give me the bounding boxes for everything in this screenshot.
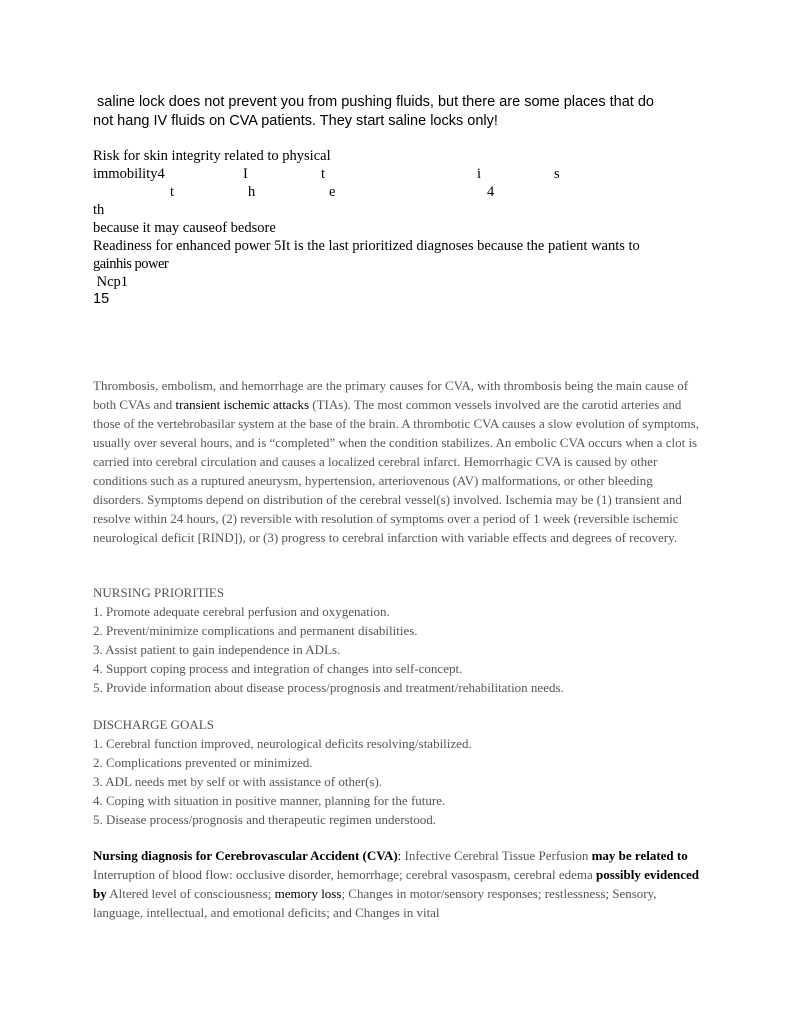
saline-lock-line-2: not hang IV fluids on CVA patients. They start saline locks only!	[93, 113, 498, 129]
ncp-label: Ncp1	[93, 274, 129, 290]
risk-letter: i	[477, 166, 482, 182]
may-be-related-label: may be related to	[591, 848, 688, 863]
readiness-line-1: Readiness for enhanced power 5It is the last prioritized diagnoses because the patient wants to	[93, 238, 640, 254]
possibly-evidenced-label: possibly evidenced by	[93, 867, 699, 901]
priority-item: 4. Support coping process and integration of changes into self-concept.	[93, 661, 463, 676]
risk-letter: I	[243, 166, 248, 182]
nursing-priorities-section	[93, 583, 703, 697]
cva-causes-paragraph	[93, 376, 703, 547]
risk-letter: s	[554, 166, 560, 182]
goal-item: 4. Coping with situation in positive manner, planning for the future.	[93, 793, 446, 808]
diagnosis-colon: :	[397, 848, 405, 863]
risk-line-3	[93, 183, 703, 201]
risk-letter: t	[321, 166, 326, 182]
risk-line-5: because it may causeof bedsore	[93, 220, 276, 236]
nursing-priorities-title: NURSING PRIORITIES	[93, 585, 225, 600]
discharge-goals-title: DISCHARGE GOALS	[93, 717, 214, 732]
readiness-line-2: gainhis power	[93, 256, 169, 272]
risk-letter: t	[170, 184, 175, 200]
goal-item: 5. Disease process/prognosis and therapeutic regimen understood.	[93, 812, 436, 827]
priority-item: 2. Prevent/minimize complications and permanent disabilities.	[93, 623, 418, 638]
risk-letter: e	[329, 184, 336, 200]
memory-loss-link[interactable]: memory loss	[274, 886, 342, 901]
saline-lock-line-1: saline lock does not prevent you from pushing fluids, but there are some places that do	[93, 94, 654, 110]
diagnosis-text-4: ; Changes in motor/sensory responses; restlessness; Sensory, language, intellectual, and emotional deficits; and Changes in vital	[93, 886, 657, 920]
risk-line-4: th	[93, 202, 105, 218]
risk-line-2-start: immobility4	[93, 166, 165, 182]
tia-link[interactable]: transient ischemic attacks	[175, 397, 310, 412]
goal-item: 2. Complications prevented or minimized.	[93, 755, 313, 770]
priority-item: 5. Provide information about disease process/prognosis and treatment/rehabilitation needs.	[93, 680, 564, 695]
goal-item: 1. Cerebral function improved, neurological deficits resolving/stabilized.	[93, 736, 472, 751]
diagnosis-text-1: Infective Cerebral Tissue Perfusion	[404, 848, 592, 863]
risk-letter: h	[248, 184, 256, 200]
priority-item: 1. Promote adequate cerebral perfusion and oxygenation.	[93, 604, 390, 619]
diagnosis-text-3: Altered level of consciousness;	[106, 886, 275, 901]
risk-letter: 4	[487, 184, 495, 200]
risk-line-2	[93, 165, 703, 183]
nursing-diagnosis-paragraph	[93, 846, 703, 922]
priority-item: 3. Assist patient to gain independence in ADLs.	[93, 642, 341, 657]
nursing-diagnosis-label: Nursing diagnosis for Cerebrovascular Accident (CVA)	[93, 848, 398, 863]
saline-lock-paragraph	[93, 93, 703, 131]
diagnosis-text-2: Interruption of blood flow: occlusive disorder, hemorrhage; cerebral vasospasm, cerebral edema	[93, 867, 597, 882]
discharge-goals-section	[93, 715, 703, 829]
ncp-number: 15	[93, 291, 110, 307]
cva-causes-text-1: Thrombosis, embolism, and hemorrhage are the primary causes for CVA, with thrombosis being the main cause of both CVAs and	[93, 378, 689, 412]
cva-causes-text-2: (TIAs). The most common vessels involved are the carotid arteries and those of the vertebrobasilar system at the base of the brain. A thrombotic CVA causes a slow evolution of symptoms, usually over several hours, and is “completed” when the condition stabilizes. An embolic CVA occurs when a clot is carried into cerebral circulation and causes a localized cerebral infarct. Hemorrhagic CVA is caused by other conditions such as a ruptured aneurysm, hypertension, arteriovenous (AV) malformations, or other bleeding disorders. Symptoms depend on distribution of the cerebral vessel(s) involved. Ischemia may be (1) transient and resolve within 24 hours, (2) reversible with resolution of symptoms over a period of 1 week (reversible ischemic neurological deficit [RIND]), or (3) progress to cerebral infarction with variable effects and degrees of recovery.	[93, 397, 699, 545]
risk-line-1: Risk for skin integrity related to physical	[93, 148, 331, 164]
goal-item: 3. ADL needs met by self or with assistance of other(s).	[93, 774, 383, 789]
